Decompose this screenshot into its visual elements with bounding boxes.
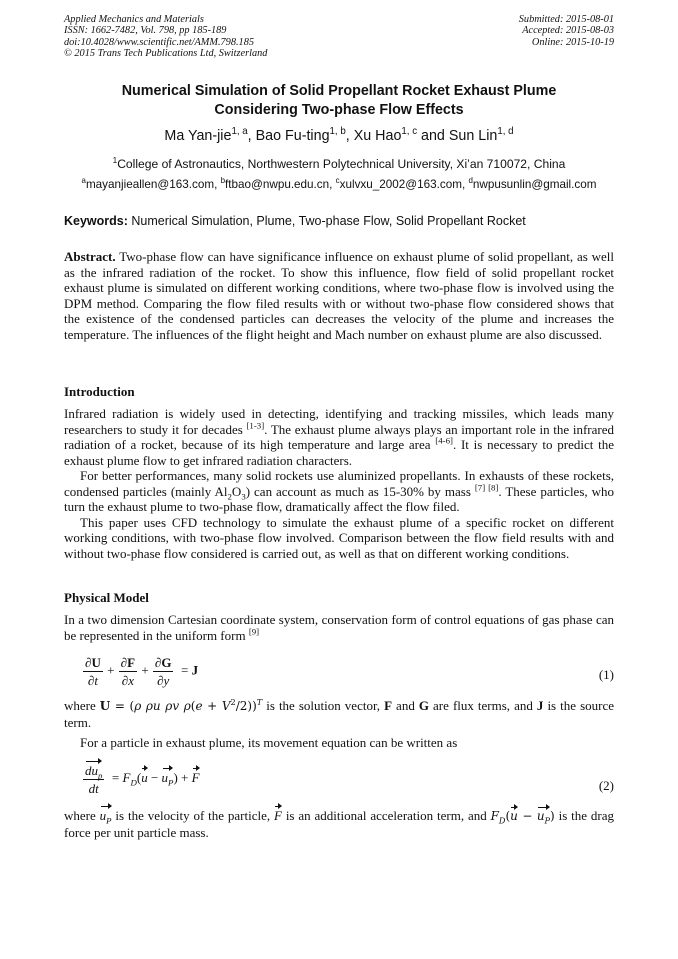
email-mark: a xyxy=(81,176,86,186)
journal-issn: ISSN: 1662-7482, Vol. 798, pp 185-189 xyxy=(64,25,227,37)
physical-model-paragraph-2 xyxy=(64,698,614,730)
keywords-text: Numerical Simulation, Plume, Two-phase Flow, Solid Propellant Rocket xyxy=(127,214,526,228)
model-text: is the velocity of the particle, xyxy=(111,808,274,823)
online-date: Online: 2015-10-19 xyxy=(531,36,614,48)
abstract xyxy=(64,249,614,342)
title-line-1: Numerical Simulation of Solid Propellant Rocket Exhaust Plume xyxy=(121,83,557,99)
intro-paragraph-1 xyxy=(64,406,614,468)
intro-text: . These particles, who turn the exhaust plume to two-phase flow, dramatically affect the flow filed. xyxy=(64,483,614,514)
affiliation-mark: 1 xyxy=(112,155,118,165)
model-text: is the source term. xyxy=(64,698,615,730)
equation-1-number: (1) xyxy=(598,667,614,682)
citation[interactable]: [1-3] xyxy=(246,420,265,431)
intro-text: . It is necessary to predict the exhaust plume flow to get infrared radiation characters. xyxy=(64,437,614,468)
intro-text: . The exhaust plume always plays an important role in the infrared radiation of a rocket, because of its high temperature and large area xyxy=(64,421,614,452)
email-link[interactable]: nwpusunlin@gmail.com xyxy=(472,178,597,191)
model-text: are flux terms, and xyxy=(429,698,537,713)
introduction-heading: Introduction xyxy=(64,384,135,399)
author-name: Sun Lin xyxy=(448,128,498,144)
accepted-date: Accepted: 2015-08-03 xyxy=(522,25,614,37)
journal-name: Applied Mechanics and Materials xyxy=(64,14,204,25)
author-name: Xu Hao xyxy=(353,128,402,144)
intro-text: O xyxy=(231,483,242,499)
model-text: J xyxy=(536,698,544,713)
affiliation xyxy=(64,157,614,171)
subscript: 3 xyxy=(241,491,246,502)
model-text: is the drag force per unit particle mass. xyxy=(64,808,614,840)
model-text: is the solution vector, xyxy=(262,698,385,713)
intro-paragraph-3: This paper uses CFD technology to simulate the exhaust plume of a specific rocket on different working conditions, with two-phase flow involved. Comparison between the flow field results with and without two-phase flow considered is carried out, as well as that on different working conditions. xyxy=(64,514,614,561)
equation-2-number: (2) xyxy=(598,778,614,793)
intro-text: Infrared radiation is widely used in detecting, identifying and tracking missiles, which leads many researchers to study it for decades xyxy=(64,406,614,437)
particle-velocity-math: $u_P$ xyxy=(99,808,112,826)
journal-info xyxy=(64,14,267,60)
author-list xyxy=(64,128,614,144)
fraction: $\frac{du_p}{dt}$ xyxy=(85,763,103,796)
author-name: Ma Yan-jie xyxy=(164,128,232,144)
equation-1: $\frac{\partial U}{\partial t}$ + $\frac{\partial F}{\partial x}$ + $\frac{\partial G}{\partial y}$ = J xyxy=(85,655,199,688)
physical-model-heading: Physical Model xyxy=(64,590,149,605)
fraction: $\frac{\partial U}{\partial t}$ xyxy=(85,655,101,688)
citation[interactable]: [8] xyxy=(485,482,499,493)
author-and: and xyxy=(417,128,449,144)
citation[interactable]: [9] xyxy=(248,626,260,637)
submission-dates xyxy=(519,14,614,48)
journal-doi: doi:10.4028/www.scientific.net/AMM.798.185 xyxy=(64,36,254,48)
email-link[interactable]: ftbao@nwpu.edu.cn, xyxy=(225,178,336,191)
paper-title xyxy=(64,82,614,119)
model-text: where xyxy=(64,698,100,713)
author-separator: , xyxy=(247,128,256,144)
physical-model-paragraph-3: For a particle in exhaust plume, its movement equation can be written as xyxy=(80,735,458,750)
model-text: G xyxy=(418,698,429,713)
keywords-label: Keywords: xyxy=(64,214,128,228)
author-affil-mark: 1, a xyxy=(231,126,248,138)
introduction-body xyxy=(64,406,614,561)
title-line-2: Considering Two-phase Flow Effects xyxy=(214,101,464,118)
author-affil-mark: 1, d xyxy=(497,126,514,138)
author-affil-mark: 1, c xyxy=(401,126,418,138)
acceleration-math: F xyxy=(274,808,282,823)
author-affil-mark: 1, b xyxy=(329,126,346,138)
solution-vector-math: U = (ρ ρu ρv $\rho(e + V^2/2))^T$ xyxy=(99,697,263,713)
author-emails xyxy=(64,178,614,191)
email-mark: b xyxy=(220,176,226,186)
intro-text: For better performances, many solid rockets use aluminized propellants. In exhausts of these rockets, condensed particles (mainly Al xyxy=(64,468,614,499)
fraction: $\frac{\partial F}{\partial x}$ xyxy=(120,655,136,688)
model-text: In a two dimension Cartesian coordinate system, conservation form of control equations of gas phase can be represented in the uniform form xyxy=(64,612,614,643)
model-text: and xyxy=(392,698,419,713)
equation-2: $\frac{du_p}{dt}$ = $F_D(u - u_P) + F$ xyxy=(85,763,200,796)
affiliation-text: College of Astronautics, Northwestern Polytechnical University, Xi’an 710072, China xyxy=(117,157,566,171)
model-text: where xyxy=(64,808,100,823)
intro-paragraph-2 xyxy=(64,468,614,515)
physical-model-paragraph-1 xyxy=(64,612,614,643)
citation[interactable]: [4-6] xyxy=(435,435,453,446)
fraction: $\frac{\partial G}{\partial y}$ xyxy=(154,655,172,688)
email-link[interactable]: xulvxu_2002@163.com, xyxy=(339,178,469,191)
journal-copyright: © 2015 Trans Tech Publications Ltd, Switzerland xyxy=(64,48,268,60)
abstract-label: Abstract. xyxy=(64,249,116,264)
model-text: is an additional acceleration term, and xyxy=(281,808,491,823)
drag-force-math: $F_D(u - u_P)$ xyxy=(490,809,555,826)
intro-text: ) can account as much as 15-30% by mass xyxy=(245,483,475,499)
email-mark: d xyxy=(468,176,473,186)
model-text: F xyxy=(384,698,393,713)
abstract-text: Two-phase flow can have significance influence on exhaust plume of solid propellant, as well as the infrared radiation of the rocket. To show this influence, flow field of solid propellant rocket exhaust plume is simulated on different working conditions, where two-phase flow is involved using the DPM method. Comparing the flow filed results with or without two-phase flow considered shows that the existence of the condensed particles can decreases the velocity of the plume and increases the temperature. The influences of the flight height and Mach number on exhaust plume are also discussed. xyxy=(64,249,614,342)
submitted-date: Submitted: 2015-08-01 xyxy=(518,14,614,25)
physical-model-paragraph-4 xyxy=(64,808,614,840)
author-name: Bao Fu-ting xyxy=(255,128,330,144)
email-mark: c xyxy=(335,176,340,186)
email-link[interactable]: mayanjieallen@163.com, xyxy=(85,178,221,191)
subscript: 2 xyxy=(227,491,232,502)
author-separator: , xyxy=(345,128,354,144)
citation[interactable]: [7] xyxy=(474,482,486,493)
keywords xyxy=(64,214,614,228)
